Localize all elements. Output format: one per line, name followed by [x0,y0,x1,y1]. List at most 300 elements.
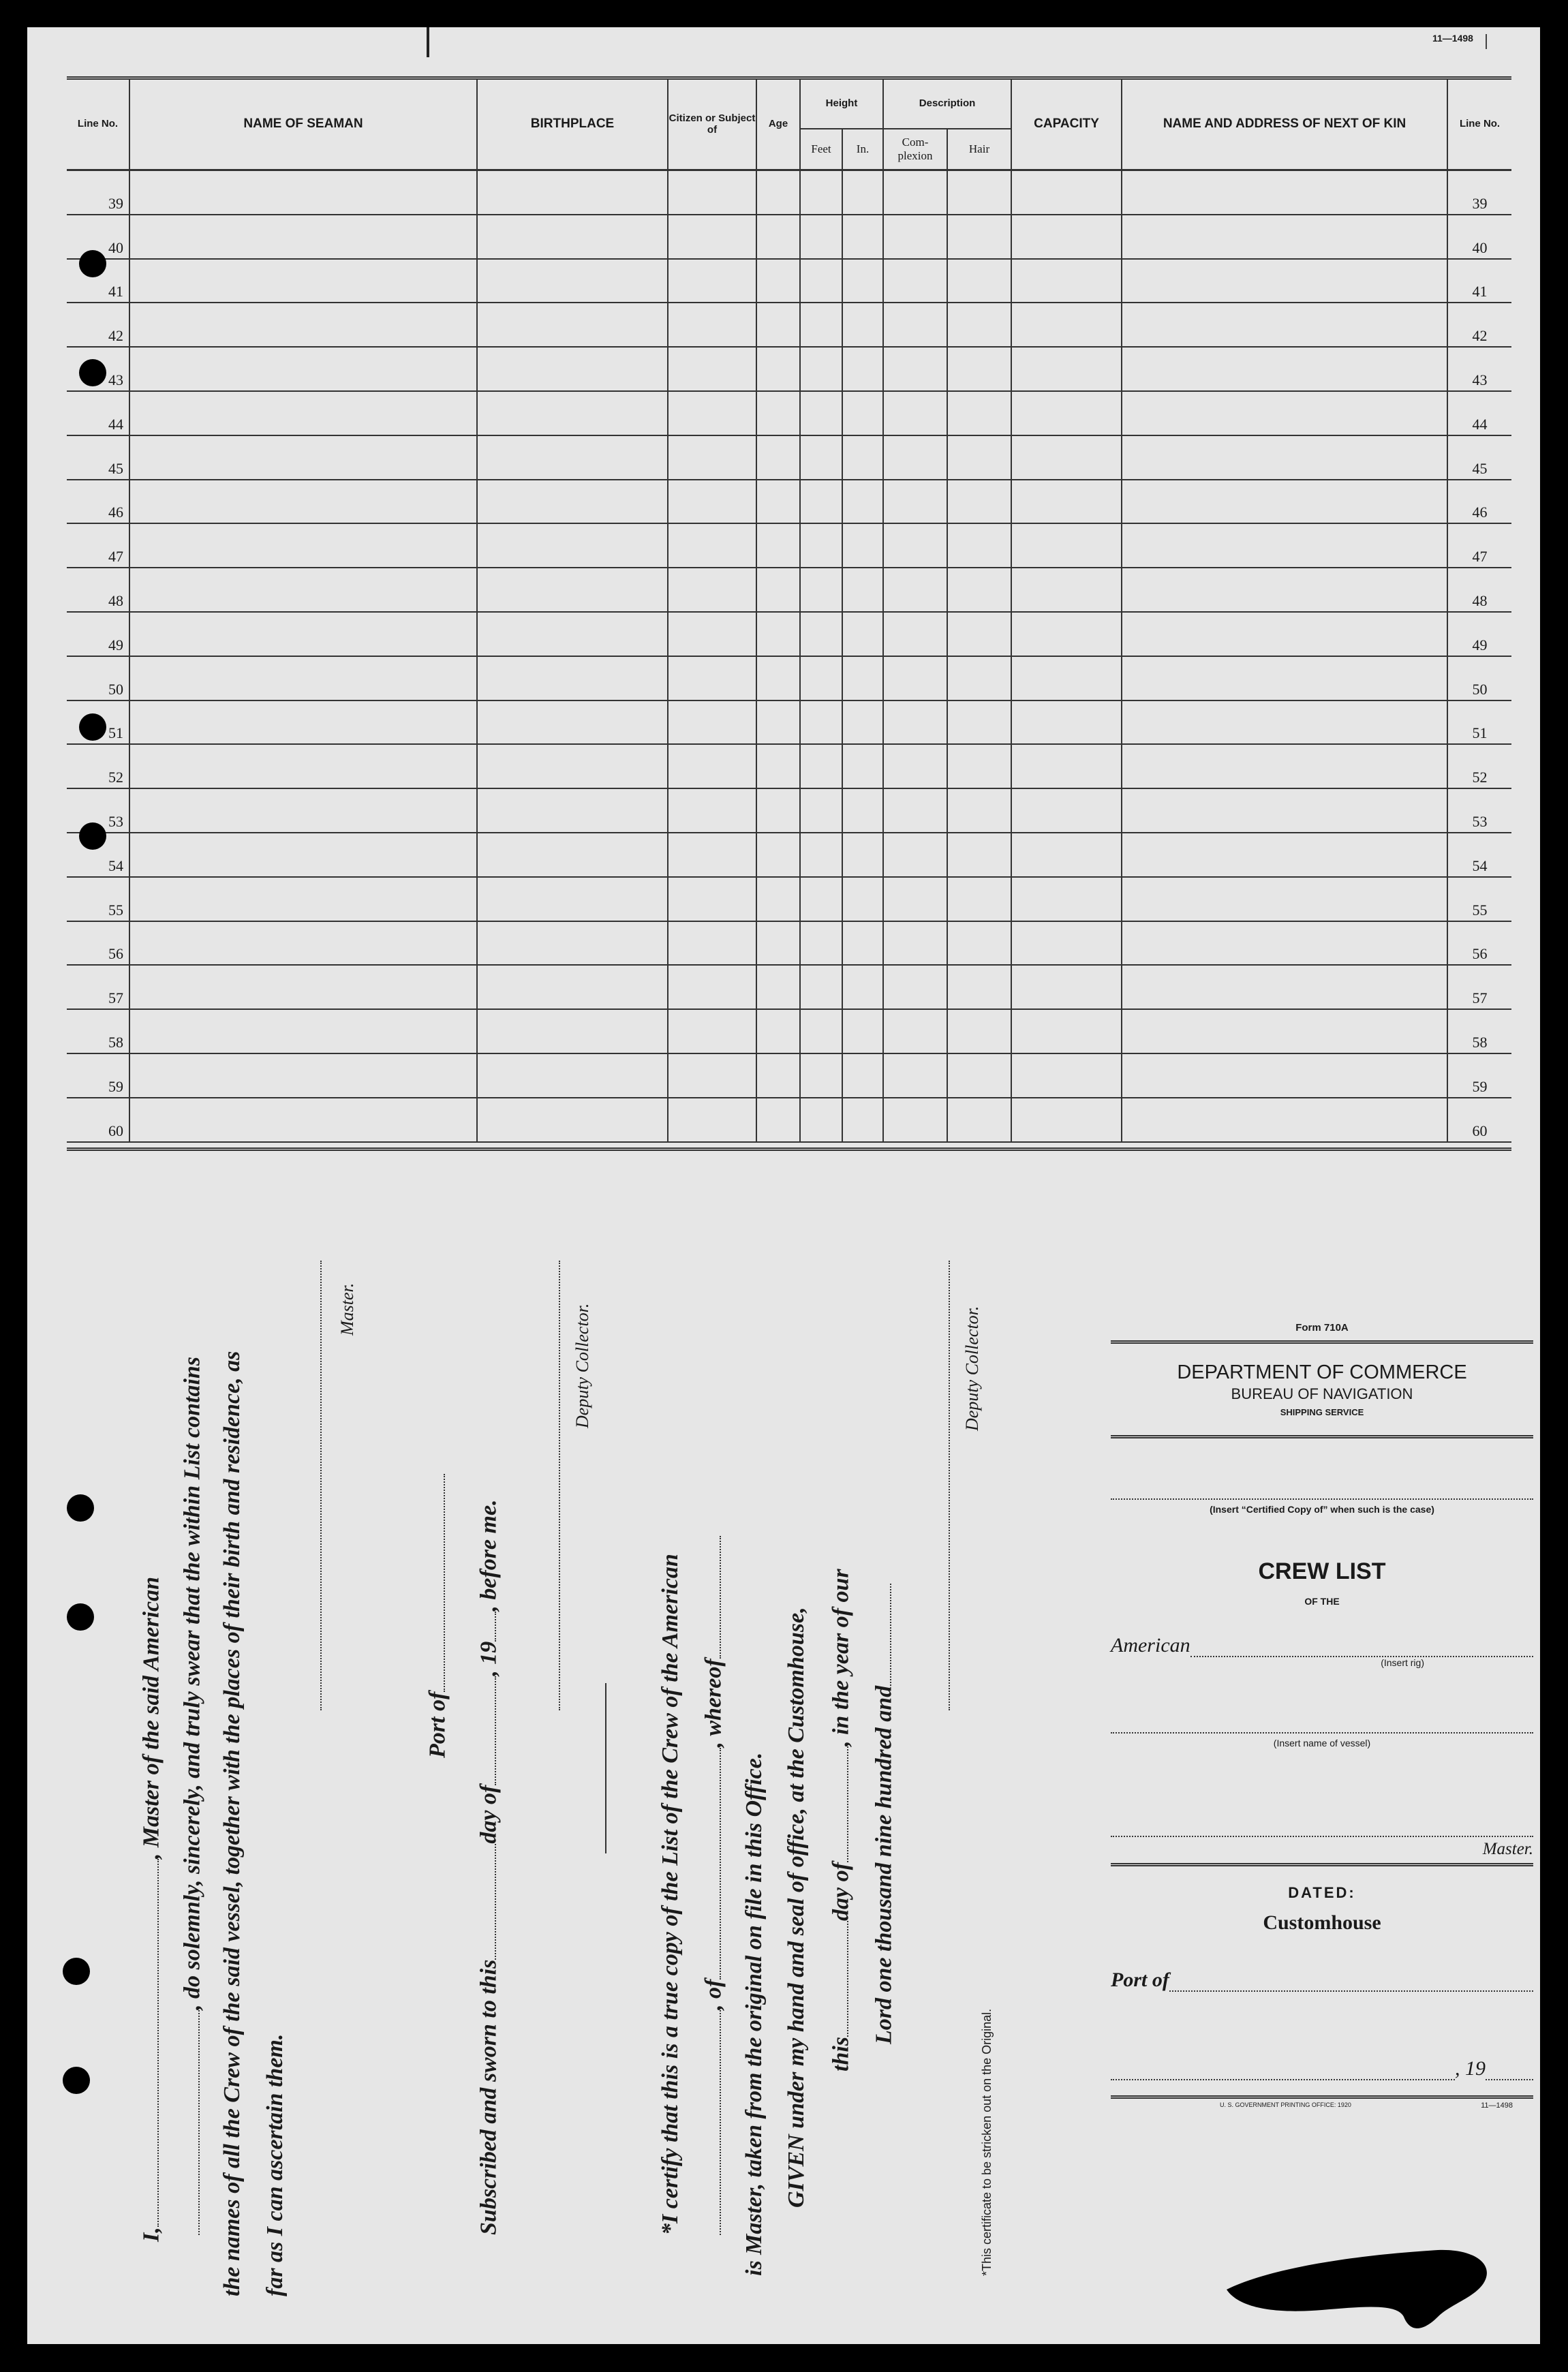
row-line-number-right: 41 [1447,259,1511,303]
table-row [67,347,1511,391]
table-cell[interactable] [883,347,947,391]
table-cell[interactable] [756,877,800,921]
table-cell[interactable] [129,347,477,391]
row-line-number: 50 [67,656,129,700]
crew-list-title: CREW LIST [1258,1558,1386,1584]
table-cell[interactable] [756,1009,800,1053]
cover-rule [1111,2095,1533,2099]
row-line-number: 55 [67,877,129,921]
table-cell[interactable] [883,700,947,745]
table-cell[interactable] [800,700,842,745]
table-cell[interactable] [129,259,477,303]
table-cell[interactable] [129,877,477,921]
table-cell[interactable] [947,1098,1011,1142]
table-cell[interactable] [883,170,947,215]
table-cell[interactable] [1122,921,1447,966]
table-cell[interactable] [800,435,842,480]
table-cell[interactable] [129,921,477,966]
table-cell[interactable] [668,744,756,788]
american-rig-row [1111,1634,1533,1657]
table-cell[interactable] [477,877,668,921]
year-field [1486,2063,1533,2080]
table-cell[interactable] [668,170,756,215]
table-cell[interactable] [842,347,883,391]
row-line-number: 44 [67,391,129,435]
table-cell[interactable] [883,480,947,524]
table-cell[interactable] [883,788,947,833]
divider-rule [605,1683,606,1853]
table-cell[interactable] [947,788,1011,833]
table-cell[interactable] [668,700,756,745]
table-cell[interactable] [1011,170,1122,215]
table-cell[interactable] [668,965,756,1009]
table-cell[interactable] [947,656,1011,700]
punch-hole [79,822,106,850]
table-cell[interactable] [668,1053,756,1098]
table-cell[interactable] [1122,700,1447,745]
table-cell[interactable] [800,1009,842,1053]
table-cell[interactable] [477,612,668,656]
table-cell[interactable] [1122,523,1447,568]
row-line-number: 41 [67,259,129,303]
table-cell[interactable] [756,700,800,745]
table-cell[interactable] [947,215,1011,259]
table-cell[interactable] [129,303,477,347]
table-cell[interactable] [1011,612,1122,656]
punch-hole [79,359,106,386]
table-cell[interactable] [842,568,883,612]
row-line-number: 47 [67,523,129,568]
table-cell[interactable] [883,833,947,877]
row-line-number-right: 54 [1447,833,1511,877]
table-cell[interactable] [477,215,668,259]
table-cell[interactable] [800,612,842,656]
table-cell[interactable] [129,215,477,259]
table-cell[interactable] [668,347,756,391]
table-cell[interactable] [883,303,947,347]
table-cell[interactable] [756,833,800,877]
table-cell[interactable] [842,833,883,877]
table-cell[interactable] [1122,788,1447,833]
lord-line: Lord one thousand nine hundred and [869,1584,897,2044]
row-line-number: 39 [67,170,129,215]
table-cell[interactable] [129,568,477,612]
table-cell[interactable] [668,612,756,656]
table-cell[interactable] [756,656,800,700]
table-cell[interactable] [842,1053,883,1098]
table-cell[interactable] [756,921,800,966]
table-cell[interactable] [947,965,1011,1009]
table-cell[interactable] [1011,1053,1122,1098]
table-cell[interactable] [883,877,947,921]
row-line-number-right: 45 [1447,435,1511,480]
table-cell[interactable] [129,788,477,833]
table-row [67,921,1511,966]
table-cell[interactable] [842,523,883,568]
table-cell[interactable] [883,612,947,656]
table-cell[interactable] [1122,435,1447,480]
table-row [67,568,1511,612]
table-cell[interactable] [477,480,668,524]
row-line-number: 58 [67,1009,129,1053]
table-cell[interactable] [842,1009,883,1053]
table-cell[interactable] [800,921,842,966]
table-cell[interactable] [756,391,800,435]
table-cell[interactable] [668,391,756,435]
table-cell[interactable] [1122,259,1447,303]
table-row [67,744,1511,788]
table-cell[interactable] [668,921,756,966]
table-cell[interactable] [842,656,883,700]
table-cell[interactable] [756,1098,800,1142]
table-cell[interactable] [477,170,668,215]
table-cell[interactable] [1122,1053,1447,1098]
table-cell[interactable] [477,1098,668,1142]
table-cell[interactable] [883,921,947,966]
table-cell[interactable] [477,523,668,568]
certified-copy-line [1111,1438,1533,1500]
table-cell[interactable] [1011,1009,1122,1053]
table-cell[interactable] [477,568,668,612]
table-cell[interactable] [668,303,756,347]
table-cell[interactable] [947,523,1011,568]
table-cell[interactable] [947,921,1011,966]
table-cell[interactable] [947,170,1011,215]
certify-line-3: is Master, taken from the original on file in this Office. [741,1752,767,2276]
table-cell[interactable] [756,347,800,391]
table-cell[interactable] [1122,656,1447,700]
table-cell[interactable] [883,568,947,612]
table-row [67,656,1511,700]
row-line-number-right: 43 [1447,347,1511,391]
table-cell[interactable] [1011,965,1122,1009]
table-cell[interactable] [1122,303,1447,347]
table-cell[interactable] [800,965,842,1009]
table-cell[interactable] [842,700,883,745]
table-cell[interactable] [947,877,1011,921]
table-cell[interactable] [1011,877,1122,921]
row-line-number-right: 48 [1447,568,1511,612]
table-cell[interactable] [1011,259,1122,303]
table-cell[interactable] [1011,921,1122,966]
table-cell[interactable] [129,833,477,877]
row-line-number: 40 [67,215,129,259]
table-cell[interactable] [947,303,1011,347]
table-cell[interactable] [756,744,800,788]
date-field [1111,2063,1455,2080]
table-cell[interactable] [842,921,883,966]
table-cell[interactable] [883,744,947,788]
table-cell[interactable] [1122,347,1447,391]
row-line-number-right: 42 [1447,303,1511,347]
table-row [67,480,1511,524]
table-cell[interactable] [883,259,947,303]
table-cell[interactable] [947,700,1011,745]
table-cell[interactable] [756,1053,800,1098]
table-row [67,215,1511,259]
table-cell[interactable] [668,523,756,568]
row-line-number: 49 [67,612,129,656]
table-cell[interactable] [129,1009,477,1053]
table-cell[interactable] [800,788,842,833]
table-cell[interactable] [1011,480,1122,524]
punch-hole [67,1494,94,1522]
table-cell[interactable] [1122,568,1447,612]
table-cell[interactable] [1011,656,1122,700]
table-cell[interactable] [842,170,883,215]
table-cell[interactable] [947,391,1011,435]
table-row [67,1009,1511,1053]
table-cell[interactable] [1011,788,1122,833]
header-birthplace: BIRTHPLACE [477,79,668,170]
table-row [67,965,1511,1009]
table-cell[interactable] [477,391,668,435]
row-line-number: 53 [67,788,129,833]
table-cell[interactable] [800,303,842,347]
table-cell[interactable] [756,965,800,1009]
table-cell[interactable] [842,215,883,259]
table-cell[interactable] [1011,347,1122,391]
row-line-number: 43 [67,347,129,391]
cover-panel [1111,1322,1533,2110]
table-cell[interactable] [1011,215,1122,259]
table-cell[interactable] [1011,523,1122,568]
table-cell[interactable] [1011,303,1122,347]
row-line-number-right: 59 [1447,1053,1511,1098]
table-cell[interactable] [477,656,668,700]
table-cell[interactable] [842,612,883,656]
table-cell[interactable] [1011,744,1122,788]
table-cell[interactable] [477,347,668,391]
table-cell[interactable] [800,347,842,391]
table-cell[interactable] [756,523,800,568]
table-row [67,1053,1511,1098]
table-row [67,1098,1511,1142]
table-cell[interactable] [883,215,947,259]
rig-field [1190,1639,1533,1657]
table-cell[interactable] [756,170,800,215]
table-cell[interactable] [1122,744,1447,788]
table-cell[interactable] [1122,480,1447,524]
table-cell[interactable] [1011,1098,1122,1142]
row-line-number: 48 [67,568,129,612]
table-cell[interactable] [883,1009,947,1053]
table-cell[interactable] [1122,391,1447,435]
table-cell[interactable] [756,259,800,303]
table-cell[interactable] [1122,1009,1447,1053]
cover-master-label: Master. [1482,1840,1533,1858]
row-line-number-right: 50 [1447,656,1511,700]
table-cell[interactable] [129,480,477,524]
cover-port-of-label: Port of [1111,1969,1169,1991]
table-cell[interactable] [668,1098,756,1142]
table-cell[interactable] [883,1098,947,1142]
table-cell[interactable] [842,1098,883,1142]
table-cell[interactable] [800,833,842,877]
table-cell[interactable] [947,1009,1011,1053]
table-cell[interactable] [668,1009,756,1053]
year-label: , 19 [1455,2057,1486,2080]
table-cell[interactable] [756,788,800,833]
table-row [67,788,1511,833]
table-cell[interactable] [129,170,477,215]
row-line-number: 60 [67,1098,129,1142]
affidavit-line-1: I,, Master of the said American [136,1577,165,2242]
header-inches: In. [842,129,883,170]
header-description: Description [883,79,1011,129]
row-line-number: 56 [67,921,129,966]
table-cell[interactable] [842,259,883,303]
table-cell[interactable] [842,744,883,788]
table-cell[interactable] [947,1053,1011,1098]
table-cell[interactable] [668,480,756,524]
table-cell[interactable] [1011,568,1122,612]
table-cell[interactable] [668,877,756,921]
date-row [1111,2057,1533,2080]
table-cell[interactable] [756,568,800,612]
table-cell[interactable] [668,833,756,877]
table-cell[interactable] [800,656,842,700]
table-cell[interactable] [1011,700,1122,745]
table-cell[interactable] [800,259,842,303]
table-cell[interactable] [883,523,947,568]
form-number-bottom: 11—1498 [1481,2101,1513,2110]
table-cell[interactable] [800,170,842,215]
table-cell[interactable] [756,215,800,259]
ink-blot [1213,2242,1499,2337]
table-cell[interactable] [668,788,756,833]
cover-rule [1111,1863,1533,1866]
table-cell[interactable] [842,435,883,480]
table-cell[interactable] [129,523,477,568]
table-cell[interactable] [129,700,477,745]
table-cell[interactable] [1122,215,1447,259]
table-cell[interactable] [1122,612,1447,656]
table-row [67,833,1511,877]
table-cell[interactable] [668,259,756,303]
table-cell[interactable] [477,1053,668,1098]
table-cell[interactable] [800,744,842,788]
row-line-number: 42 [67,303,129,347]
table-cell[interactable] [1122,877,1447,921]
table-cell[interactable] [477,744,668,788]
table-cell[interactable] [947,480,1011,524]
table-cell[interactable] [1011,435,1122,480]
table-cell[interactable] [1122,170,1447,215]
table-cell[interactable] [842,303,883,347]
table-cell[interactable] [1122,965,1447,1009]
table-cell[interactable] [129,435,477,480]
table-cell[interactable] [842,480,883,524]
table-cell[interactable] [129,391,477,435]
table-cell[interactable] [842,788,883,833]
table-cell[interactable] [947,612,1011,656]
table-cell[interactable] [129,1053,477,1098]
table-cell[interactable] [883,435,947,480]
signature-line-master [320,1261,322,1710]
table-cell[interactable] [756,480,800,524]
punch-hole [63,1958,90,1985]
table-cell[interactable] [947,259,1011,303]
insert-certified-note: (Insert “Certified Copy of” when such is the case) [1210,1504,1434,1515]
table-cell[interactable] [800,523,842,568]
table-cell[interactable] [129,1098,477,1142]
table-cell[interactable] [1011,833,1122,877]
table-cell[interactable] [947,568,1011,612]
row-line-number: 46 [67,480,129,524]
table-cell[interactable] [1122,1098,1447,1142]
table-cell[interactable] [842,965,883,1009]
table-cell[interactable] [1011,391,1122,435]
table-cell[interactable] [129,744,477,788]
table-bottom-rule [67,1148,1511,1151]
punch-hole [79,713,106,741]
table-cell[interactable] [800,1053,842,1098]
row-line-number: 59 [67,1053,129,1098]
table-cell[interactable] [947,435,1011,480]
table-cell[interactable] [1122,833,1447,877]
table-cell[interactable] [477,833,668,877]
punch-hole [67,1603,94,1631]
table-cell[interactable] [883,391,947,435]
table-cell[interactable] [800,215,842,259]
table-cell[interactable] [883,1053,947,1098]
of-the-label: OF THE [1304,1596,1340,1607]
table-cell[interactable] [668,568,756,612]
table-cell[interactable] [668,435,756,480]
table-cell[interactable] [756,303,800,347]
table-cell[interactable] [947,347,1011,391]
table-cell[interactable] [883,656,947,700]
table-cell[interactable] [668,215,756,259]
table-cell[interactable] [477,788,668,833]
table-row [67,877,1511,921]
table-cell[interactable] [129,965,477,1009]
paper-mark [427,27,429,57]
table-cell[interactable] [842,877,883,921]
table-cell[interactable] [800,568,842,612]
table-cell[interactable] [477,303,668,347]
table-cell[interactable] [800,1098,842,1142]
row-line-number: 57 [67,965,129,1009]
header-name-of-seaman: NAME OF SEAMAN [129,79,477,170]
table-cell[interactable] [477,259,668,303]
header-next-of-kin: NAME AND ADDRESS OF NEXT OF KIN [1122,79,1447,170]
row-line-number: 45 [67,435,129,480]
table-row [67,303,1511,347]
crew-list-sheet [27,27,1540,2344]
table-cell[interactable] [947,744,1011,788]
table-cell[interactable] [800,877,842,921]
table-cell[interactable] [477,921,668,966]
row-line-number-right: 56 [1447,921,1511,966]
table-cell[interactable] [947,833,1011,877]
table-cell[interactable] [756,435,800,480]
port-of-row [1111,1969,1533,1992]
table-cell[interactable] [756,612,800,656]
table-cell[interactable] [842,391,883,435]
table-cell[interactable] [129,656,477,700]
table-cell[interactable] [883,965,947,1009]
table-cell[interactable] [477,1009,668,1053]
table-cell[interactable] [800,480,842,524]
table-cell[interactable] [477,435,668,480]
table-cell[interactable] [668,656,756,700]
table-cell[interactable] [129,612,477,656]
table-cell[interactable] [477,700,668,745]
table-cell[interactable] [477,965,668,1009]
table-cell[interactable] [800,391,842,435]
